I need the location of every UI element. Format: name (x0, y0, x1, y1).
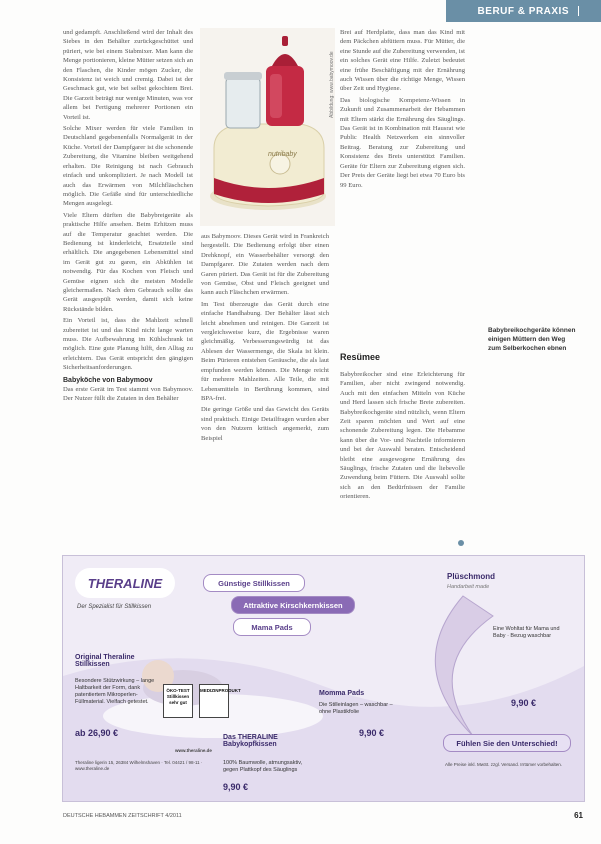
ad-url[interactable]: www.theraline.de (175, 748, 212, 753)
plueschmond-price: 9,90 € (511, 698, 537, 708)
paragraph: und gedampft. Anschließend wird der Inhalt des Siebes in den Behälter zurückgeschüttet und püriert, wie bei einem Stabmixer. Man kann die Menge portionieren, kleine Mütter setzen sich an den Flaschen, die Kinder mögen Zucker, die Konsistenz ist weich und cremig. Dabei ist der Geschmack gut, wie bei selbst gekochtem Brei. Die Garzeit beträgt nur wenige Minuten, was vor allem bei Fertigung mehrerer Portionen ein Vorteil ist. (63, 29, 193, 121)
medical-badge: MEDIZINPRODUKT (199, 684, 229, 718)
svg-text:nutribaby: nutribaby (268, 151, 297, 158)
product-photo (200, 28, 335, 226)
pill-guenstige-stillkissen: Günstige Stillkissen (203, 574, 305, 592)
paragraph: Im Test überzeugte das Gerät durch eine einfache Handhabung. Der Behälter lässt sich leicht abnehmen und reinigen. Die Garzeit ist vergleichsweise kurz, die Ergebnisse waren gleichmäßig. Verbesserungswürdig ist das Ablesen der Wassermenge, die Skala ist klein. Beim Pürieren entstehen Geräusche, die als laut empfunden werden können. Die Menge reicht für mehrere Mahlzeiten. Alle Teile, die mit Lebensmitteln in Berührung kommen, sind BPA-frei. (201, 300, 329, 402)
paragraph: Viele Eltern dürften die Babybreigeräte als praktische Hilfe ansehen. Beim Erhitzen muss auf die Temperatur geachtet werden. Die Bedienung ist kinderleicht, Ersatzteile sind erhältlich. Die angegebenen Lebensmittel sind im Gerät gut zu garen, ein Abkühlen ist notwendig. Für das Kochen von Fleisch und Gemüse eignen sich die meisten Modelle gleichermaßen. Nach dem Gebrauch sollte das Gerät ausgespült werden, damit sich keine Rückstände bilden. (63, 211, 193, 313)
product1-price: ab 26,90 € (75, 728, 119, 738)
product2-title: Das THERALINE Babykopfkissen (223, 734, 278, 748)
margin-note: Babybreikochgeräte können einigen Müttern den Weg zum Selberkochen ebnen (488, 327, 576, 352)
paragraph: Das biologische Kompetenz-Wissen in Zukunft und Zusammenarbeit der Hebammen mit Eltern stärkt die Ernährung des Säuglings. Das Gerät ist in Kombination mit Hausrat wie Public Health Netzwerken ein sinnvoller Beitrag. Beratung zur Zubereitung und Konsistenz des Breis unterstützt Familien. Geräte für Eltern zur Zubereitung eignen sich. Der Preis der Geräte liegt bei etwa 70 Euro bis 99 Euro. (340, 96, 465, 189)
resumee-text (340, 370, 465, 548)
product3-title: Momma Pads (319, 690, 365, 697)
section-label: BERUF & PRAXIS (477, 5, 569, 17)
pill-kirschkernkissen: Attraktive Kirschkernkissen (231, 596, 355, 614)
article-end-mark (458, 540, 464, 546)
subheading: Babyköche von Babymoov (63, 376, 153, 384)
paragraph: aus Babymoov. Dieses Gerät wird in Frankreich hergestellt. Die Bedienung erfolgt über einen Drehknopf, ein Wasserbehälter versorgt den Dampfgarer. Die Zutaten werden nach dem Garen püriert. Das Gerät ist für die Zubereitung von Gemüse, Obst und Fleisch geeignet und kann auch Fläschchen erwärmen. (201, 233, 329, 297)
oekotest-badge: ÖKO-TEST Stillkissen sehr gut (163, 684, 193, 718)
product3-price: 9,90 € (359, 728, 385, 738)
plueschmond-text: Eine Wohltat für Mama und Baby · Bezug waschbar (493, 626, 560, 639)
cta-button[interactable]: Fühlen Sie den Unterschied! (443, 734, 571, 752)
product1-text: Besondere Stützwirkung – lange Haltbarkeit der Form, dank patentiertem Mikroperlen-Füllmaterial. Vielfach getestet. (75, 678, 155, 705)
paragraph: Die geringe Größe und das Gewicht des Geräts sind praktisch. Einige Detailfragen wurden aber von den Nutzern kritisch angemerkt, zum Beispiel (201, 406, 329, 442)
article-column-2 (201, 232, 329, 546)
ad-address: Theraline ligerin 15, 26384 Wilhelmshaven · Tel. 04421 / 98-11 · www.theraline.de (75, 760, 203, 771)
ad-tagline: Der Spezialist für Stillkissen (77, 604, 152, 610)
paragraph: Solche Mixer werden für viele Familien in Deutschland gegebenenfalls Normalgerät in der Küche. Vorteil der Dampfgarer ist die schonende Zubereitung, die Vitamine bleiben weitgehend erhalten. Die Reinigung ist nach Gebrauch einfach und unkompliziert. Je nach Modell ist auch das Erwärmen von Milchfläschchen möglich. Die Gefäße sind für unterschiedliche Mengen ausgelegt. (63, 125, 193, 208)
article-column-1 (63, 28, 193, 546)
resumee-heading: Resümee (340, 352, 381, 362)
theraline-logo: THERALINE (75, 568, 175, 598)
page-number: 61 (574, 811, 583, 820)
paragraph: Ein Vorteil ist, dass die Mahlzeit schnell zubereitet ist und das Kind nicht lange warten muss. Die Aufbewahrung im Kühlschrank ist möglich. Eine gute Planung hilft, den Alltag zu erleichtern. Das Gerät entspricht den gängigen Sicherheitsanforderungen. (63, 317, 193, 372)
section-tab (446, 0, 601, 22)
product2-text: 100% Baumwolle, atmungsaktiv, gegen Plattkopf des Säuglings (223, 760, 303, 773)
plueschmond-title: Plüschmond (447, 572, 496, 581)
folio: DEUTSCHE HEBAMMEN ZEITSCHRIFT 4/2011 (63, 813, 182, 819)
product1-title: Original Theraline Stillkissen (75, 654, 135, 668)
product2-price: 9,90 € (223, 782, 249, 792)
product3-text: Die Stilleinlagen – waschbar – ohne Plastikfolie (319, 702, 393, 715)
ad-footnote: Alle Preise inkl. MwSt. zzgl. Versand. Irrtümer vorbehalten. (445, 762, 563, 767)
paragraph: Das erste Gerät im Test stammt von Babymoov. Der Nutzer füllt die Zutaten in den Behälter (63, 385, 193, 403)
paragraph: Brei auf Herdplatte, dass man das Kind mit dem Päckchen abfüttern muss. Für Mütter, die eine Stunde auf die Zubereitung verwenden, ist ein solches Gerät eine Hilfe. Zuletzt bedeutet eine frühe Beschäftigung mit der Ernährung auch Wissen über die richtige Menge, Wissen über Zeit und Hygiene. (340, 29, 465, 93)
theraline-advertisement (62, 555, 585, 802)
pill-mama-pads: Mama Pads (233, 618, 311, 636)
photo-credit: Abbildung: www.babymoov.de (329, 51, 335, 118)
baby-food-maker-illustration (200, 28, 335, 226)
plueschmond-subtitle: Handarbeit made (447, 584, 490, 590)
article-column-3 (340, 28, 465, 306)
paragraph: Babybreikocher sind eine Erleichterung für Familien, aber nicht zwingend notwendig. Auch mit den einfachen Mitteln von Küche und Herd lassen sich frische Breie zubereiten. Babybreikochgeräte sind nützlich, wenn Eltern Zeit sparen möchten und Wert auf eine schonende Zubereitung legen. Die Hebamme kann über die Vor- und Nachteile informieren und bei der Auswahl beraten. Entscheidend bleibt eine ausgewogene Ernährung des Säuglings, frische Zutaten und die liebevolle Zuwendung beim Füttern. Die Auswahl sollte sich an den Bedürfnissen der Familie orientieren. (340, 371, 465, 501)
